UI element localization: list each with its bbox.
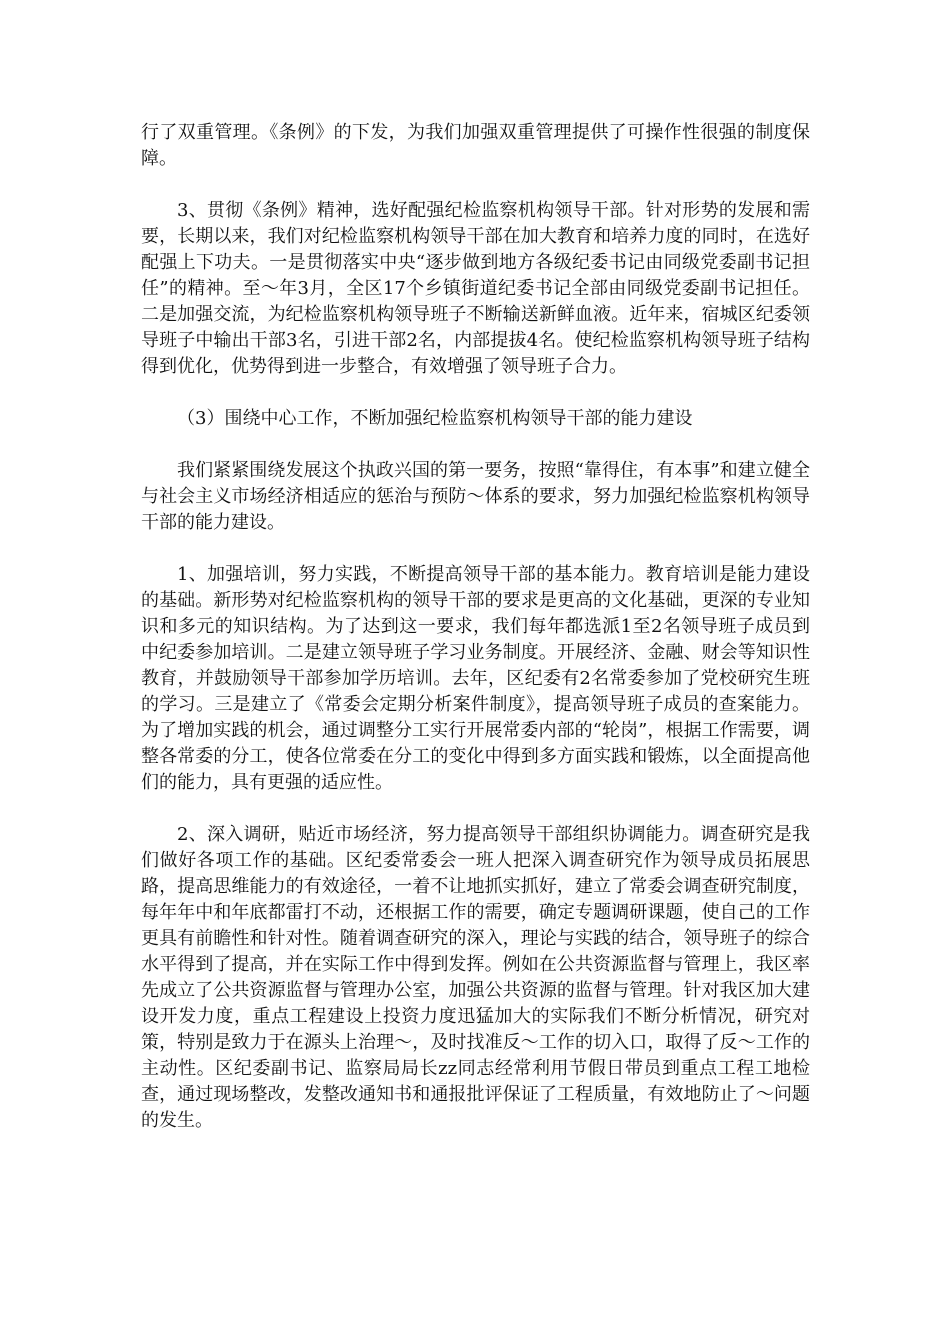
paragraph-intro-capacity: 我们紧紧围绕发展这个执政兴国的第一要务，按照“靠得住，有本事”和建立健全与社会主义市场经济相适应的惩治与预防～体系的要求，努力加强纪检监察机构领导干部的能力建设。 <box>141 460 810 533</box>
document-body <box>141 120 810 1160</box>
paragraph-training: 1、加强培训，努力实践，不断提高领导干部的基本能力。教育培训是能力建设的基础。新形势对纪检监察机构的领导干部的要求是更高的文化基础，更深的专业知识和多元的知识结构。为了达到这一要求，我们每年都选派1至2名领导班子成员到中纪委参加培训。二是建立领导班子学习业务制度。开展经济、金融、财会等知识性教育，并鼓励领导干部参加学历培训。去年，区纪委有2名常委参加了党校研究生班的学习。三是建立了《常委会定期分析案件制度》，提高领导班子成员的查案能力。为了增加实践的机会，通过调整分工实行开展常委内部的“轮岗”，根据工作需要，调整各常委的分工，使各位常委在分工的变化中得到多方面实践和锻炼，以全面提高他们的能力，具有更强的适应性。 <box>141 564 810 793</box>
paragraph-research: 2、深入调研，贴近市场经济，努力提高领导干部组织协调能力。调查研究是我们做好各项工作的基础。区纪委常委会一班人把深入调查研究作为领导成员拓展思路，提高思维能力的有效途径，一着不让地抓实抓好，建立了常委会调查研究制度，每年年中和年底都雷打不动，还根据工作的需要，确定专题调研课题，使自己的工作更具有前瞻性和针对性。随着调查研究的深入，理论与实践的结合，领导班子的综合水平得到了提高，并在实际工作中得到发挥。例如在公共资源监督与管理上，我区率先成立了公共资源监督与管理办公室，加强公共资源的监督与管理。针对我区加大建设开发力度，重点工程建设上投资力度迅猛加大的实际我们不断分析情况，研究对策，特别是致力于在源头上治理～，及时找准反～工作的切入口，取得了反～工作的主动性。区纪委副书记、监察局局长zz同志经常利用节假日带员到重点工程工地检查，通过现场整改，发整改通知书和通报批评保证了工程质量，有效地防止了～问题的发生。 <box>141 824 810 1131</box>
paragraph-section-3-cadres: 3、贯彻《条例》精神，选好配强纪检监察机构领导干部。针对形势的发展和需要，长期以来，我们对纪检监察机构领导干部在加大教育和培养力度的同时，在选好配强上下功夫。一是贯彻落实中央“逐步做到地方各级纪委书记由同级党委副书记担任”的精神。至～年3月，全区17个乡镇街道纪委书记全部由同级党委副书记担任。二是加强交流，为纪检监察机构领导班子不断输送新鲜血液。近年来，宿城区纪委领导班子中输出干部3名，引进干部2名，内部提拔4名。使纪检监察机构领导班子结构得到优化，优势得到进一步整合，有效增强了领导班子合力。 <box>141 200 810 377</box>
paragraph-continuation: 行了双重管理。《条例》的下发，为我们加强双重管理提供了可操作性很强的制度保障。 <box>141 122 810 169</box>
section-heading-capacity-building: （3）围绕中心工作，不断加强纪检监察机构领导干部的能力建设 <box>177 408 693 429</box>
